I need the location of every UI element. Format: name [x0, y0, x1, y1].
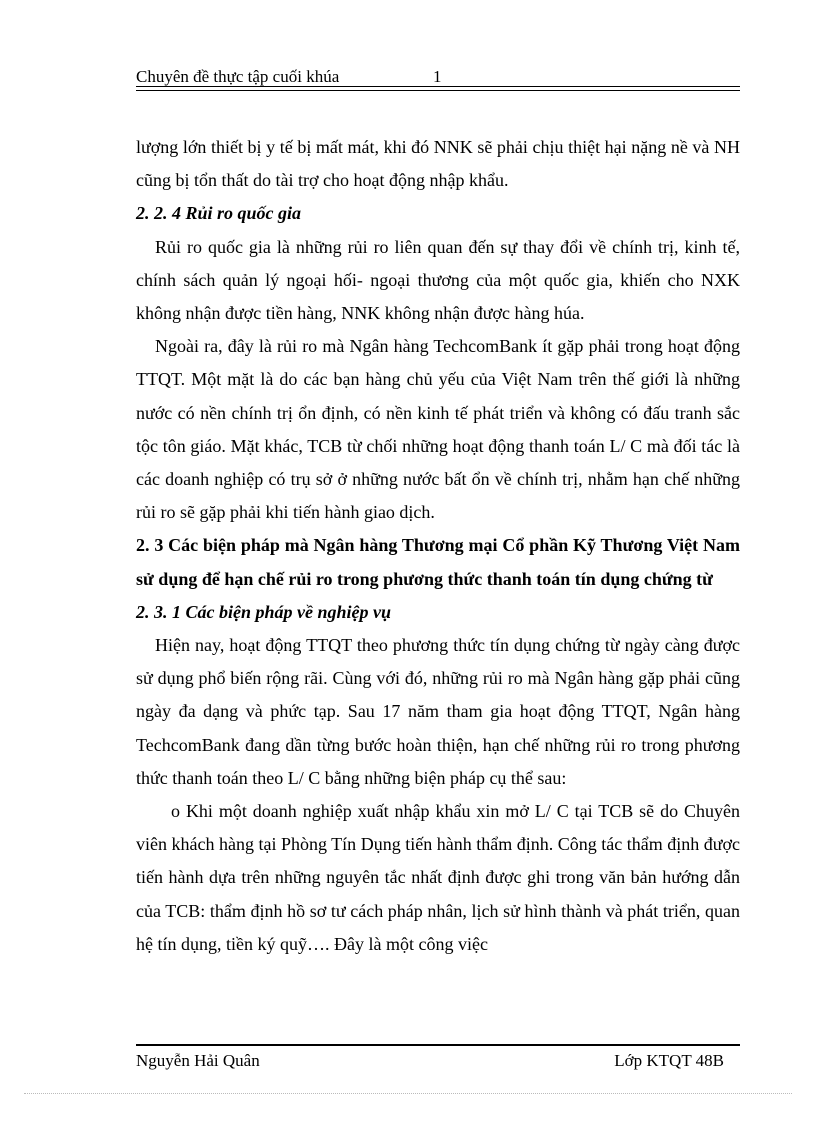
header-double-rule — [136, 86, 740, 91]
heading-2-3-1: 2. 3. 1 Các biện pháp về nghiệp vụ — [136, 601, 391, 622]
footer-class: Lớp KTQT 48B — [614, 1051, 724, 1070]
heading-2-3: 2. 3 Các biện pháp mà Ngân hàng Thương mại Cổ phần Kỹ Thương Việt Nam sử dụng để hạn chế rủi ro trong phương thức thanh toán tín dụng chứng từ — [136, 535, 740, 589]
document-body — [136, 131, 740, 961]
header-page-number: 1 — [433, 67, 442, 86]
bullet-paragraph-appraisal — [136, 795, 740, 961]
paragraph-continuation: lượng lớn thiết bị y tế bị mất mát, khi đó NNK sẽ phải chịu thiệt hại nặng nề và NH cũng bị tổn thất do tài trợ cho hoạt động nhập khẩu. — [136, 137, 740, 191]
page-footer — [136, 1050, 740, 1074]
bullet-text: Khi một doanh nghiệp xuất nhập khẩu xin mở L/ C tại TCB sẽ do Chuyên viên khách hàng tại Phòng Tín Dụng tiến hành thẩm định. Công tác thẩm định được tiến hành dựa trên những nguyên tắc nhất định được ghi trong văn bản hướng dẫn của TCB: thẩm định hồ sơ tư cách pháp nhân, lịch sử hình thành và phát triển, quan hệ tín dụng, tiền ký quỹ…. Đây là một công việc — [136, 801, 741, 954]
page-edge-dotted-line — [24, 1093, 792, 1094]
footer-author: Nguyễn Hải Quân — [136, 1051, 260, 1070]
paragraph-techcombank-risk: Ngoài ra, đây là rủi ro mà Ngân hàng TechcomBank ít gặp phải trong hoạt động TTQT. Một mặt là do các bạn hàng chủ yếu của Việt Nam trên thế giới là những nước có nền chính trị ổn định, có nền kinh tế phát triển và không có đấu tranh sắc tộc tôn giáo. Mặt khác, TCB từ chối những hoạt động thanh toán L/ C mà đối tác là các doanh nghiệp có trụ sở ở những nước bất ổn về chính trị, nhằm hạn chế những rủi ro sẽ gặp phải khi tiến hành giao dịch. — [136, 336, 740, 523]
footer-rule — [136, 1044, 740, 1046]
header-title: Chuyên đề thực tập cuối khúa — [136, 67, 340, 86]
bullet-marker: o — [171, 801, 180, 822]
paragraph-country-risk: Rủi ro quốc gia là những rủi ro liên quan đến sự thay đổi về chính trị, kinh tế, chính sách quản lý ngoại hối- ngoại thương của một quốc gia, khiến cho NXK không nhận được tiền hàng, NNK không nhận được hàng húa. — [136, 236, 740, 324]
heading-2-2-4: 2. 2. 4 Rủi ro quốc gia — [136, 203, 302, 224]
paragraph-measures-intro: Hiện nay, hoạt động TTQT theo phương thức tín dụng chứng từ ngày càng được sử dụng phổ biến rộng rãi. Cùng với đó, những rủi ro mà Ngân hàng gặp phải cũng ngày đa dạng và phức tạp. Sau 17 năm tham gia hoạt động TTQT, Ngân hàng TechcomBank đang dần từng bước hoàn thiện, hạn chế những rủi ro trong phương thức thanh toán theo L/ C bằng những biện pháp cụ thể sau: — [136, 635, 740, 788]
